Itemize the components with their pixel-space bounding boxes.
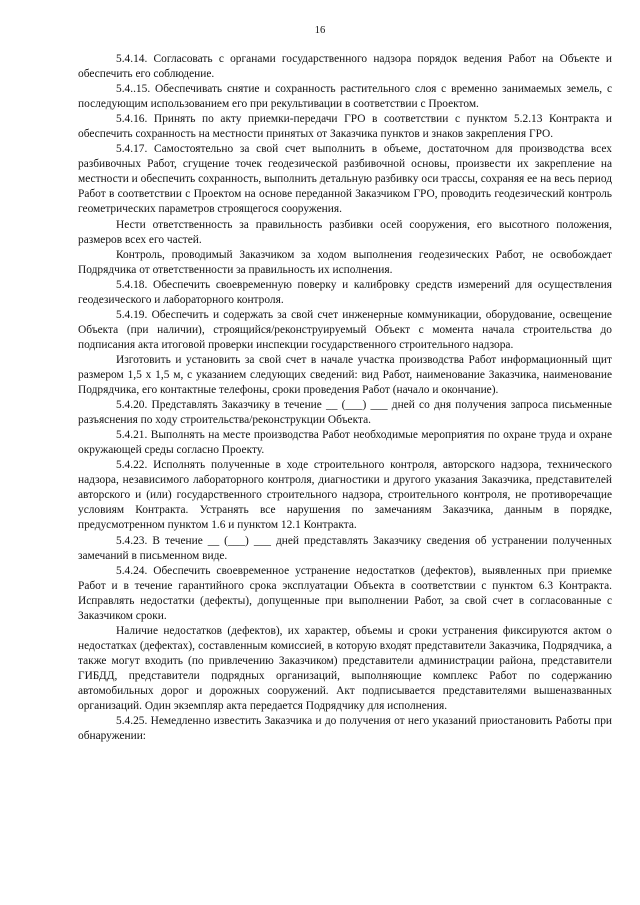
paragraph-5-4-16: 5.4.16. Принять по акту приемки-передачи ГРО в соответствии с пунктом 5.2.13 Контракта и обеспечить сохранность на местности принятых от Заказчика пунктов и знаков закрепления ГРО. bbox=[78, 113, 612, 141]
paragraph-5-4-19: 5.4.19. Обеспечить и содержать за свой счет инженерные коммуникации, оборудование, освещение Объекта (при наличии), строящийся/реконструируемый Объект с момента начала строительства до подписания акта итоговой проверки инспекции государственного строительного надзора. bbox=[78, 308, 612, 351]
paragraph-5-4-21: 5.4.21. Выполнять на месте производства Работ необходимые мероприятия по охране труда и охране окружающей среды согласно Проекту. bbox=[78, 429, 612, 457]
paragraph-5-4-14: 5.4.14. Согласовать с органами государственного надзора порядок ведения Работ на Объекте и обеспечить его соблюдение. bbox=[78, 53, 612, 81]
paragraph-5-4-24: 5.4.24. Обеспечить своевременное устранение недостатков (дефектов), выявленных при приемке Работ и в течение гарантийного срока эксплуатации Объекта в соответствии с пунктом 6.3 Контракта. Исправлять недостатки (дефекты), допущенные при выполнении Работ, за свой счет в согласованные с Заказчиком сроки. bbox=[78, 564, 612, 622]
paragraph-5-4-20: 5.4.20. Представлять Заказчику в течение __ (___) ___ дней со дня получения запроса письменные разъяснения по ходу строительства/реконструкции Объекта. bbox=[78, 399, 612, 427]
paragraph-5-4-18: 5.4.18. Обеспечить своевременную поверку и калибровку средств измерений для осуществления геодезического и лабораторного контроля. bbox=[78, 278, 612, 306]
paragraph-5-4-25: 5.4.25. Немедленно известить Заказчика и до получения от него указаний приостановить Работы при обнаружении: bbox=[78, 715, 612, 743]
paragraph-responsibility: Нести ответственность за правильность разбивки осей сооружения, его высотного положения, размеров всех его частей. bbox=[78, 218, 612, 246]
paragraph-5-4-17: 5.4.17. Самостоятельно за свой счет выполнить в объеме, достаточном для производства всех разбивочных Работ, сгущение точек геодезической разбивочной основы, произвести их закрепление на местности и обеспечить сохранность, выполнить детальную разбивку оси трассы, сохраняя ее на весь период Работ в соответствии с Проектом на основе переданной Заказчиком ГРО, проводить геодезический контроль геометрических параметров строящегося сооружения. bbox=[78, 143, 612, 216]
paragraph-5-4-22: 5.4.22. Исполнять полученные в ходе строительного контроля, авторского надзора, технического надзора, независимого лабораторного контроля, диагностики и другого указания Заказчика, представителей авторского и (или) государственного строительного надзора, строительного контроля, не противоречащие условиям Контракта. Устранять все нарушения по замечаниям Заказчика, данным в порядке, предусмотренном пунктом 1.6 и пунктом 12.1 Контракта. bbox=[78, 459, 612, 532]
paragraph-defects-act: Наличие недостатков (дефектов), их характер, объемы и сроки устранения фиксируются актом о недостатках (дефектах), составленным комиссией, в которую входят представители Заказчика, Подрядчика, а также могут входить (по привлечению Заказчиком) представители администрации района, представители ГИБДД, представители подрядных организаций, выполняющие комплекс Работ по содержанию автомобильных дорог и дорожных сооружений. Акт подписывается представителями вышеназванных организаций. Один экземпляр акта передается Подрядчику для исполнения. bbox=[78, 624, 612, 713]
paragraph-info-board: Изготовить и установить за свой счет в начале участка производства Работ информационный щит размером 1,5 х 1,5 м, с указанием следующих сведений: вид Работ, наименование Заказчика, наименование Подрядчика, его контактные телефоны, сроки проведения Работ (начало и окончание). bbox=[78, 353, 612, 397]
document-body bbox=[78, 52, 612, 744]
paragraph-5-4-23: 5.4.23. В течение __ (___) ___ дней представлять Заказчику сведения об устранении полученных замечаний в письменном виде. bbox=[78, 534, 612, 562]
page-number: 16 bbox=[314, 25, 326, 36]
paragraph-5-4-15: 5.4..15. Обеспечивать снятие и сохранность растительного слоя с временно занимаемых земель, с последующим использованием его при рекультивации в соответствии с Проектом. bbox=[78, 83, 612, 111]
paragraph-control: Контроль, проводимый Заказчиком за ходом выполнения геодезических Работ, не освобождает Подрядчика от ответственности за правильность их исполнения. bbox=[78, 248, 612, 276]
